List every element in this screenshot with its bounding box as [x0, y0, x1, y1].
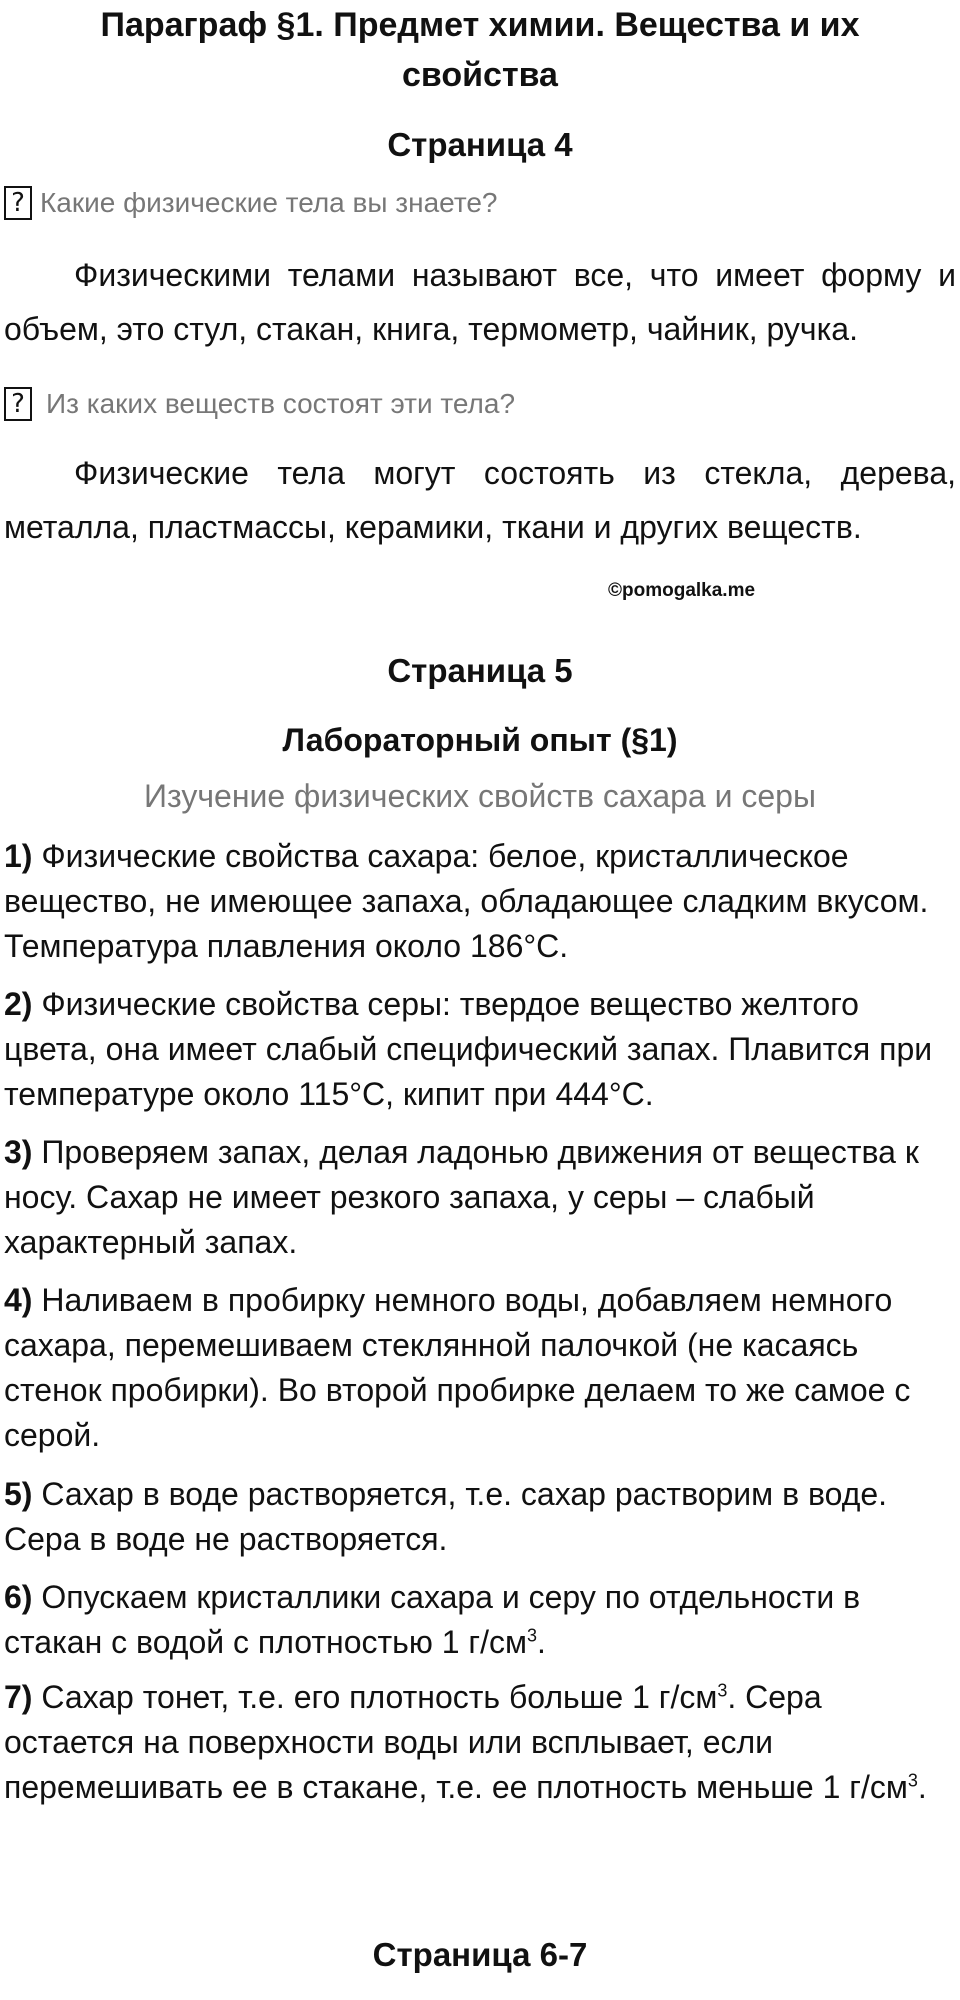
step-number: 4) [4, 1282, 33, 1318]
step-number: 7) [4, 1679, 33, 1715]
step-number: 1) [4, 838, 33, 874]
step-text-tail: . [536, 1624, 546, 1660]
document-title: Параграф §1. Предмет химии. Вещества и их свойства [100, 6, 860, 94]
step-text: Опускаем кристаллики сахара и серу по отдельности в стакан с водой с плотностью 1 г/см [4, 1579, 861, 1660]
step-text-tail: . [917, 1769, 927, 1805]
copyright-watermark: ©pomogalka.me [608, 580, 756, 601]
question-1 [4, 183, 497, 223]
superscript-3: 3 [907, 1770, 918, 1791]
lab-step-1 [4, 834, 956, 969]
step-text: Физические свойства серы: твердое вещество желтого цвета, она имеет слабый специфический запах. Плавится при температуре около 115°С, кипит при 444°С. [4, 986, 933, 1112]
step-number: 6) [4, 1579, 33, 1615]
step-text: Сахар тонет, т.е. его плотность больше 1 г/см [41, 1679, 718, 1715]
lab-step-6 [4, 1575, 956, 1665]
step-number: 2) [4, 986, 33, 1022]
step-number: 5) [4, 1476, 33, 1512]
superscript-3: 3 [526, 1625, 537, 1646]
lab-step-4 [4, 1278, 956, 1458]
step-text: Проверяем запах, делая ладонью движения от вещества к носу. Сахар не имеет резкого запаха, у серы – слабый характерный запах. [4, 1134, 919, 1260]
answer-2: Физические тела могут состоять из стекла, дерева, металла, пластмассы, керамики, ткани и других веществ. [4, 455, 956, 545]
answer-1: Физическими телами называют все, что имеет форму и объем, это стул, стакан, книга, термометр, чайник, ручка. [4, 257, 956, 347]
lab-title: Лабораторный опыт (§1) [282, 722, 678, 758]
page-4-heading: Страница 4 [387, 126, 573, 163]
step-number: 3) [4, 1134, 33, 1170]
lab-step-5 [4, 1472, 956, 1562]
lab-step-2 [4, 982, 956, 1117]
question-mark-icon: ? [4, 186, 32, 220]
lab-step-3 [4, 1130, 956, 1265]
page-6-7-heading: Страница 6-7 [372, 1936, 588, 1973]
question-1-text: Какие физические тела вы знаете? [40, 187, 498, 218]
question-mark-icon: ? [4, 387, 32, 421]
page-5-heading: Страница 5 [387, 652, 573, 689]
step-text: Физические свойства сахара: белое, кристаллическое вещество, не имеющее запаха, обладающее сладким вкусом. Температура плавления около 186°С. [4, 838, 929, 964]
lab-subtitle: Изучение физических свойств сахара и серы [144, 778, 816, 814]
lab-step-7 [4, 1675, 956, 1810]
step-text: Наливаем в пробирку немного воды, добавляем немного сахара, перемешиваем стеклянной палочкой (не касаясь стенок пробирки). Во второй пробирке делаем то же самое с серой. [4, 1282, 911, 1453]
question-2-text: Из каких веществ состоят эти тела? [46, 388, 516, 419]
question-2 [4, 384, 515, 424]
step-text-continued: . Сера остается на поверхности воды или всплывает, если перемешивать ее в стакане, т.е. ее плотность меньше 1 г/см [4, 1679, 908, 1805]
step-text: Сахар в воде растворяется, т.е. сахар растворим в воде. Сера в воде не растворяется. [4, 1476, 888, 1557]
superscript-3: 3 [717, 1680, 728, 1701]
